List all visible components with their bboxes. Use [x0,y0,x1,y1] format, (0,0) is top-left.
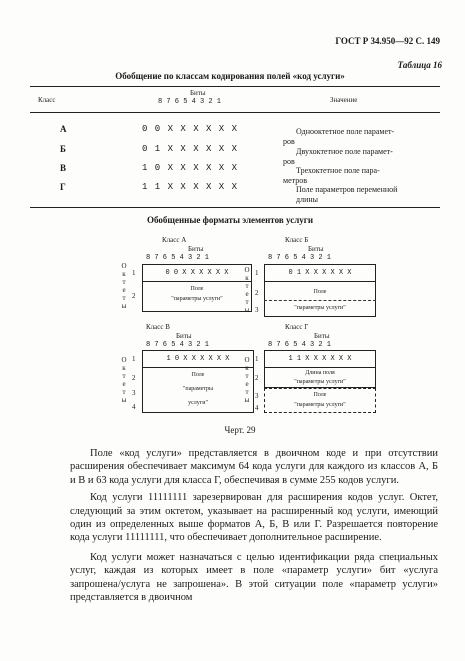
class-g-octet4: "параметры услуги" [294,402,346,408]
octet-number: 1 [132,269,136,277]
octet-number: 3 [255,392,259,400]
figure-caption: Черт. 29 [224,425,256,435]
octet-number: 2 [255,374,259,382]
class-b-octet2: Поле [313,289,327,295]
paragraph-1: Поле «код услуги» представляется в двоичном коде и при отсутствии расширения обеспечивает максимум 64 кода услуги для каждого из классов А, Б и В и 63 кода услуги для класса Г, обеспечивая в сумме 255 кодов услуги. [70,448,438,486]
class-a-bit-numbers: 8 7 6 5 4 3 2 1 [146,254,210,262]
octet-number: 2 [132,292,136,300]
octet-divider [142,367,254,368]
running-head: ГОСТ Р 34.950—92 С. 149 [335,36,440,46]
class-b-octet3: "параметры услуги" [294,305,346,311]
table-col-bits: Биты [190,89,206,97]
table-cell-class: Г [60,182,66,192]
octet-number: 1 [255,355,259,363]
table-cell-code: 0 0 X X X X X X [142,124,239,134]
table-cell-code: 1 0 X X X X X X [142,163,239,173]
table-cell-class: Б [60,144,66,154]
paragraph-2: Код услуги 11111111 зарезервирован для расширения кодов услуг. Октет, следующий за этим октетом, указывает на расширенный код услуги, имеющий один из определенных выше форматов А, Б, В или Г. Разрешается повторение кода услуги 11111111, что обеспечивает дополнительное расширение. [70,492,438,544]
octet-divider [264,367,376,368]
class-a-octet1: 0 0 X X X X X X [165,269,229,277]
table-cell-code: 0 1 X X X X X X [142,144,239,154]
class-v-octet4: услуги" [188,400,208,406]
octet-number: 4 [255,404,259,412]
table-cell-code: 1 1 X X X X X X [142,182,239,192]
octet-divider [142,281,252,282]
table-cell-class: В [60,163,67,173]
class-b-octet1: 0 1 X X X X X X [288,269,352,277]
class-a-octet2-line2: "параметры услуги" [171,296,223,302]
table-header-rule [30,112,440,113]
table-cell-meaning-cont: длины [296,195,318,204]
table-cell-meaning: Однооктетное поле парамет- [296,127,395,136]
table-cell-meaning-cont: метров [283,176,307,185]
octet-number: 4 [132,403,136,411]
class-v-octet2: Поле [191,372,205,378]
class-g-octet2-line2: "параметры услуги" [294,379,346,385]
octet-number: 3 [132,389,136,397]
class-v-bits-label: Биты [176,332,192,340]
class-g-label: Класс Г [285,323,309,331]
paragraph-3: Код услуги может назначаться с целью идентификации ряда специальных услуг, каждая из которых имеет в поле «параметр услуги» бит «услуга запрошена/услуга не запрошена». В этой ситуации поле «параметр услуги» представляется в двоичном [70,551,438,604]
class-g-bit-numbers: 8 7 6 5 4 3 2 1 [268,341,332,349]
table-bit-numbers: 8 7 6 5 4 3 2 1 [158,98,222,106]
table-cell-meaning: Поле параметров переменной [296,185,398,194]
class-g-octet1: 1 1 X X X X X X [288,355,352,363]
table-cell-meaning: Двухоктетное поле парамет- [296,147,393,156]
octets-label-v: О к т е т ы [121,356,127,404]
octet-number: 1 [255,269,259,277]
octets-label-b: О к т е т ы [244,266,250,314]
class-v-bit-numbers: 8 7 6 5 4 3 2 1 [146,341,210,349]
table-col-class: Класс [38,96,56,104]
table-title: Обобщение по классам кодирования полей «код услуги» [115,71,345,81]
class-g-bits-label: Биты [314,332,330,340]
class-b-bit-numbers: 8 7 6 5 4 3 2 1 [268,254,332,262]
table-col-meaning: Значение [330,96,358,104]
class-v-octet3: "параметры [182,386,214,392]
class-g-octet3: Поле [313,392,327,398]
class-a-octet2-line1: Поле [190,286,204,292]
octet-divider-dashed [264,300,376,301]
body-text [70,447,438,604]
class-v-label: Класс В [146,323,170,331]
table-cell-class: А [60,124,67,134]
table-cell-meaning-cont: ров [283,157,295,166]
table-cell-meaning: Трехоктетное поле пара- [296,166,380,175]
table-top-rule [30,86,440,87]
table-cell-meaning-cont: ров [283,137,295,146]
octet-number: 2 [132,374,136,382]
figure-title: Обобщенные форматы элементов услуги [146,215,314,225]
class-b-label: Класс Б [285,236,309,244]
octets-label-a: О к т е т ы [121,262,127,310]
class-g-octet2-line1: Длина поля [305,370,335,376]
class-a-label: Класс А [162,236,187,244]
octet-divider [264,281,376,282]
octet-number: 2 [255,289,259,297]
octet-number: 3 [255,306,259,314]
class-a-bits-label: Биты [188,245,204,253]
table-bottom-rule [30,207,440,208]
table-label: Таблица 16 [397,60,442,70]
octet-number: 1 [132,355,136,363]
octets-label-g: О к т е т ы [244,356,250,404]
class-v-octet1: 1 0 X X X X X X [166,355,230,363]
class-b-bits-label: Биты [308,245,324,253]
